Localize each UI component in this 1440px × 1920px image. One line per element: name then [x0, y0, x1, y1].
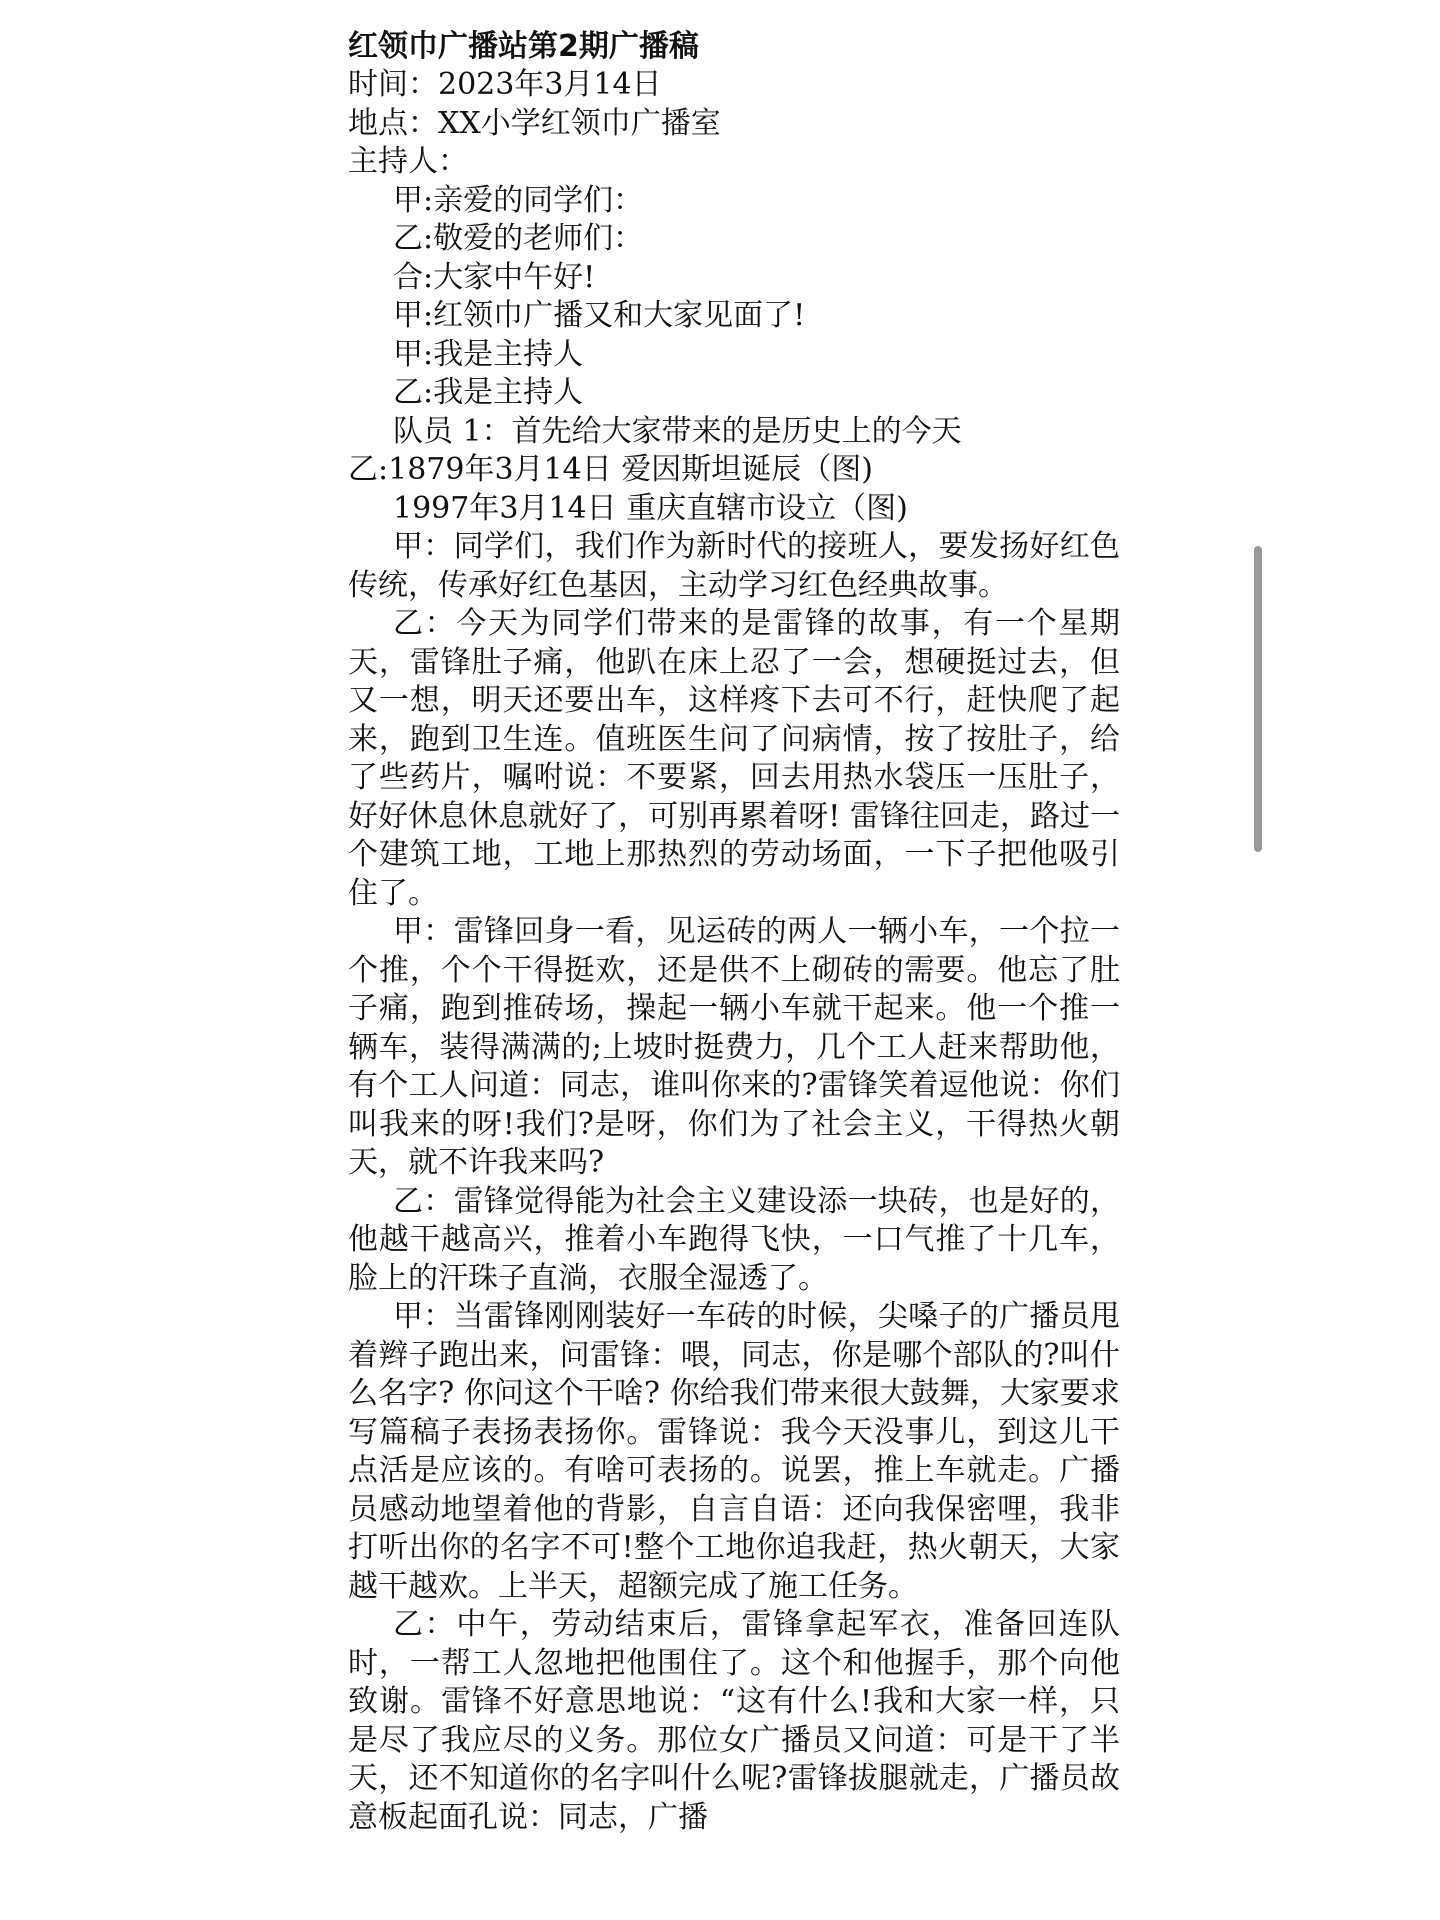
script-line: 合:大家中午好!: [393, 259, 596, 295]
story-paragraph: 乙：今天为同学们带来的是雷锋的故事，有一个星期天，雷锋肚子痛，他趴在床上忍了一会，想硬挺过去，但又一想，明天还要出车，这样疼下去可不行，赶快爬了起来，跑到卫生连。值班医生问了问病情，按了按肚子，给了些药片，嘱咐说：不要紧，回去用热水袋压一压肚子，好好休息休息就好了，可别再累着呀! 雷锋往回走，路过一个建筑工地，工地上那热烈的劳动场面，一下子把他吸引住了。: [348, 606, 1120, 911]
vertical-scrollbar[interactable]: [1254, 546, 1262, 852]
script-line: 甲:亲爱的同学们：: [393, 182, 644, 218]
document-title: 红领巾广播站第2期广播稿: [348, 29, 699, 64]
script-line: 甲:红领巾广播又和大家见面了!: [393, 298, 806, 333]
story-paragraph: 乙：雷锋觉得能为社会主义建设添一块砖，也是好的，他越干越高兴，推着小车跑得飞快，一口气推了十几车，脸上的汗珠子直淌，衣服全湿透了。: [348, 1183, 1120, 1296]
history-line: 1997年3月14日 重庆直辖市设立（图): [393, 490, 908, 526]
history-line: 乙:1879年3月14日 爱因斯坦诞辰（图): [348, 452, 873, 487]
document-page: [348, 28, 1120, 1837]
time-line: 时间：2023年3月14日: [348, 67, 662, 102]
script-line: 乙:敬爱的老师们：: [393, 221, 644, 256]
script-line: 队员 1：首先给大家带来的是历史上的今天: [393, 413, 962, 449]
story-paragraph: 甲：当雷锋刚刚装好一车砖的时候，尖嗓子的广播员甩着辫子跑出来，问雷锋：喂，同志，你是哪个部队的?叫什么名字? 你问这个干啥? 你给我们带来很大鼓舞，大家要求写篇稿子表扬表扬你。雷锋说：我今天没事儿，到这儿干点活是应该的。有啥可表扬的。说罢，推上车就走。广播员感动地望着他的背影，自言自语：还向我保密哩，我非打听出你的名字不可!整个工地你追我赶，热火朝天，大家越干越欢。上半天，超额完成了施工任务。: [348, 1299, 1120, 1604]
script-line: 甲:我是主持人: [393, 336, 584, 372]
story-paragraph: 乙：中午，劳动结束后，雷锋拿起军衣，准备回连队时，一帮工人忽地把他围住了。这个和他握手，那个向他致谢。雷锋不好意思地说：“这有什么!我和大家一样，只是尽了我应尽的义务。那位女广播员又问道：可是干了半天，还不知道你的名字叫什么呢?雷锋拔腿就走，广播员故意板起面孔说：同志，广播: [348, 1607, 1120, 1835]
place-line: 地点：XX小学红领巾广播室: [348, 105, 721, 141]
host-line: 主持人：: [348, 144, 468, 179]
script-line: 乙:我是主持人: [393, 375, 584, 410]
story-paragraph: 甲：同学们，我们作为新时代的接班人，要发扬好红色传统，传承好红色基因，主动学习红色经典故事。: [348, 529, 1120, 603]
story-paragraph: 甲：雷锋回身一看，见运砖的两人一辆小车，一个拉一个推，个个干得挺欢，还是供不上砌砖的需要。他忘了肚子痛，跑到推砖场，操起一辆小车就干起来。他一个推一辆车，装得满满的;上坡时挺费力，几个工人赶来帮助他，有个工人问道：同志，谁叫你来的?雷锋笑着逗他说：你们叫我来的呀!我们?是呀，你们为了社会主义，干得热火朝天，就不许我来吗?: [348, 914, 1120, 1180]
